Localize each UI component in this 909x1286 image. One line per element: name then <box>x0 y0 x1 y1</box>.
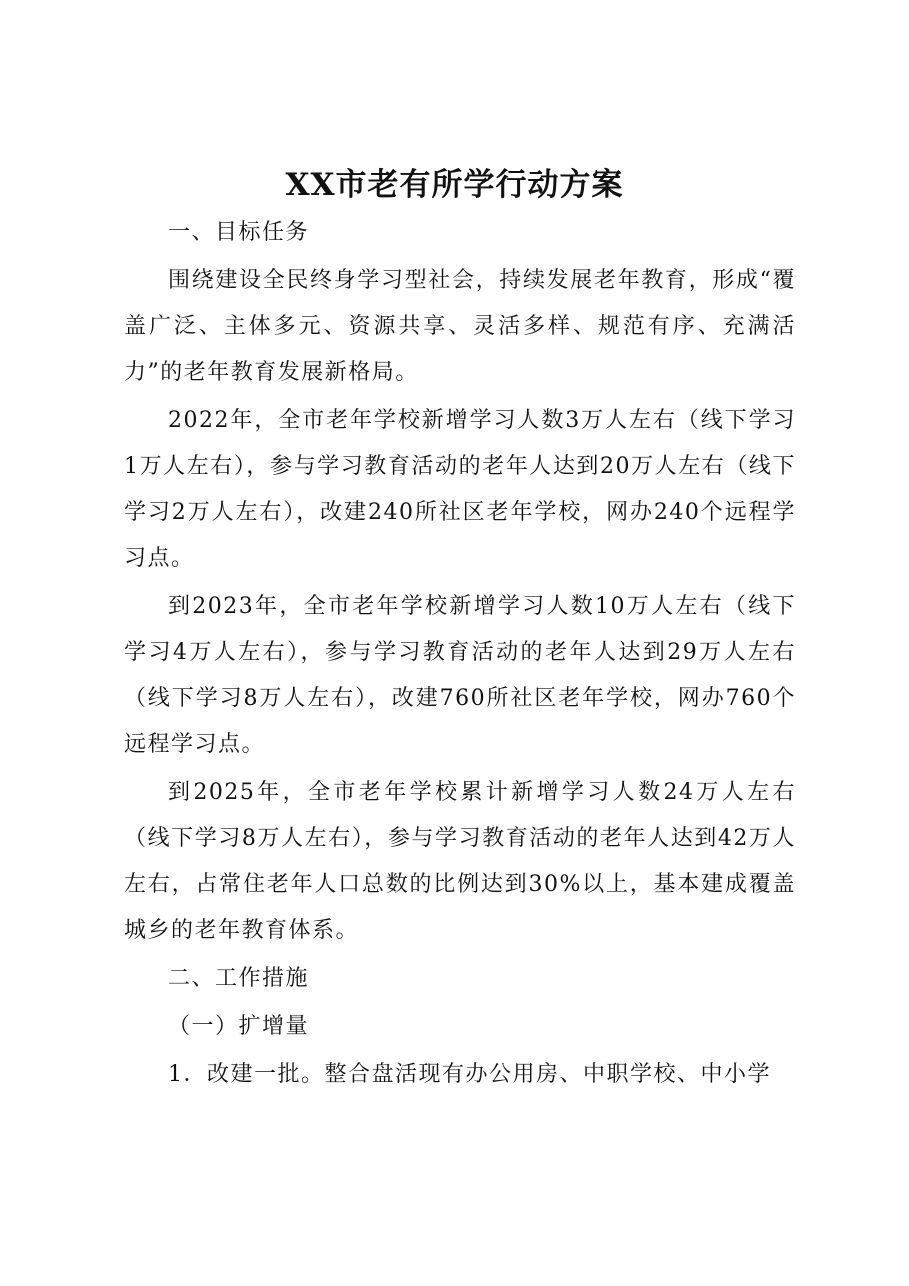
paragraph-overview: 围绕建设全民终身学习型社会，持续发展老年教育，形成“覆盖广泛、主体多元、资源共享、灵活多样、规范有序、充满活力”的老年教育发展新格局。 <box>124 268 796 385</box>
paragraph-2022-target: 2022年，全市老年学校新增学习人数3万人左右（线下学习1万人左右），参与学习教育活动的老年人达到20万人左右（线下学习2万人左右），改建240所社区老年学校，网办240个远程学习点。 <box>124 408 796 571</box>
paragraph-2023-target: 到2023年，全市老年学校新增学习人数10万人左右（线下学习4万人左右），参与学习教育活动的老年人达到29万人左右（线下学习8万人左右），改建760所社区老年学校，网办760个远程学习点。 <box>124 594 796 757</box>
document-title: XX市老有所学行动方案 <box>285 167 624 203</box>
document-body <box>124 210 796 1098</box>
paragraph-renovate: 1．改建一批。整合盘活现有办公用房、中职学校、中小学 <box>168 1062 771 1087</box>
section-heading-measures: 二、工作措施 <box>168 966 310 991</box>
section-heading-goals: 一、目标任务 <box>168 220 310 245</box>
paragraph-2025-target: 到2025年，全市老年学校累计新增学习人数24万人左右（线下学习8万人左右），参与学习教育活动的老年人达到42万人左右，占常住老年人口总数的比例达到30%以上，基本建成覆盖城乡的老年教育体系。 <box>124 780 796 943</box>
subsection-heading-expand: （一）扩增量 <box>168 1014 310 1039</box>
